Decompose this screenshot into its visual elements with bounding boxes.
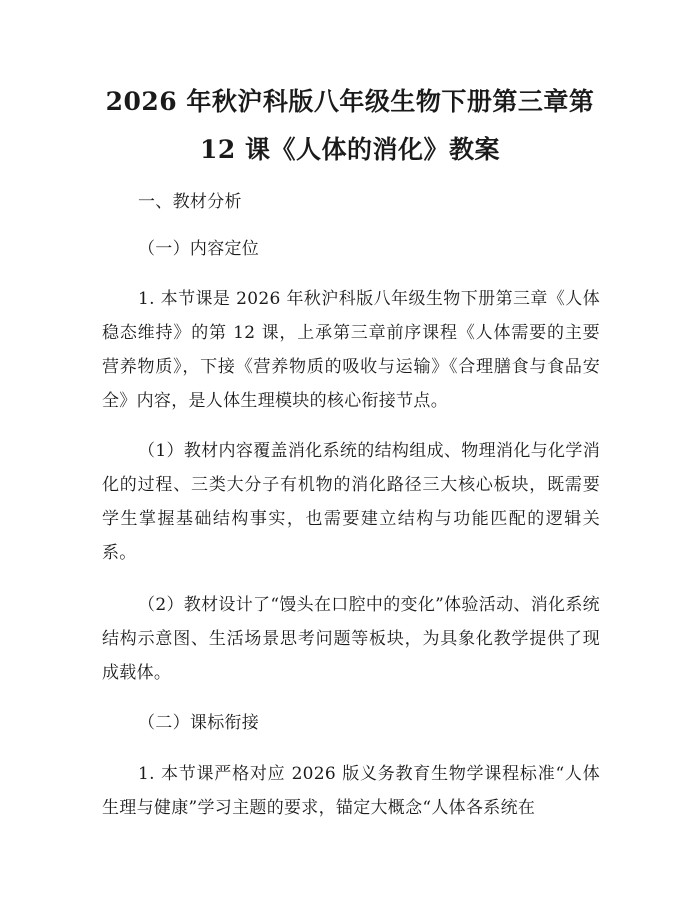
document-title: 2026 年秋沪科版八年级生物下册第三章第 12 课《人体的消化》教案 bbox=[105, 87, 595, 164]
paragraph-textbook-activities: （2）教材设计了“馒头在口腔中的变化”体验活动、消化系统结构示意图、生活场景思考问题等板块，为具象化教学提供了现成载体。 bbox=[102, 595, 600, 683]
subsection-heading-curriculum-alignment: （二）课标衔接 bbox=[138, 713, 260, 733]
subsection-heading-content-positioning: （一）内容定位 bbox=[138, 239, 260, 259]
paragraph-content-coverage: （1）教材内容覆盖消化系统的结构组成、物理消化与化学消化的过程、三类大分子有机物的消化路径三大核心板块，既需要学生掌握基础结构事实，也需要建立结构与功能匹配的逻辑关系。 bbox=[102, 441, 600, 563]
section-heading-textbook-analysis: 一、教材分析 bbox=[138, 192, 242, 212]
paragraph-lesson-position: 1. 本节课是 2026 年秋沪科版八年级生物下册第三章《人体稳态维持》的第 12 课，上承第三章前序课程《人体需要的主要营养物质》，下接《营养物质的吸收与运输》《合理膳食与食品安全》内容，是人体生理模块的核心衔接节点。 bbox=[102, 289, 600, 411]
paragraph-curriculum-standard: 1. 本节课严格对应 2026 版义务教育生物学课程标准“人体生理与健康”学习主题的要求，锚定大概念“人体各系统在 bbox=[102, 764, 600, 818]
